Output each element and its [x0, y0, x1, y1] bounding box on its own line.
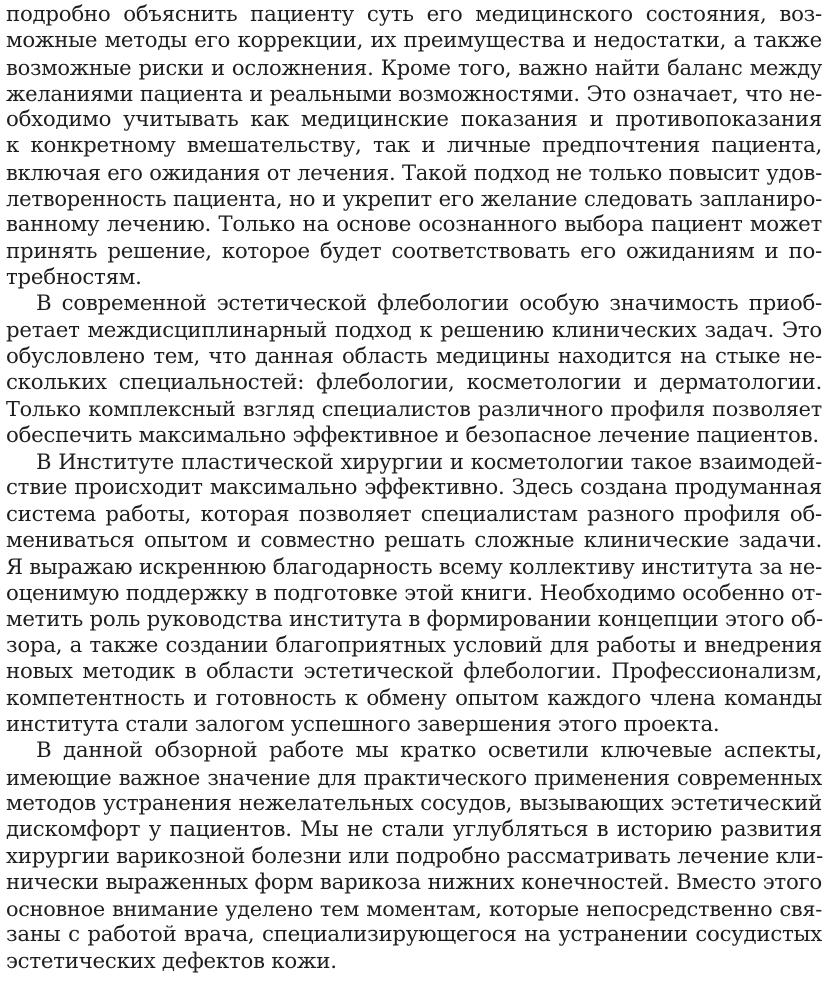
- text-line: желаниями пациента и реальными возможностями. Это означает, что не-: [6, 80, 822, 106]
- text-line: принять решение, которое будет соответствовать его ожиданиям и по-: [6, 238, 822, 264]
- text-line: дискомфорт у пациентов. Мы не стали углубляться в историю развития: [6, 817, 822, 843]
- text-line: В данной обзорной работе мы кратко осветили ключевые аспекты,: [36, 738, 822, 764]
- text-line: включая его ожидания от лечения. Такой подход не только повысит удов-: [6, 159, 822, 185]
- text-line: ретает междисциплинарный подход к решению клинических задач. Это: [6, 317, 822, 343]
- text-line: метить роль руководства института в формировании концепции этого об-: [6, 606, 823, 632]
- text-line: В современной эстетической флебологии особую значимость приоб-: [36, 291, 822, 317]
- text-line: подробно объяснить пациенту суть его медицинского состояния, воз-: [6, 2, 822, 27]
- text-line: скольких специальностей: флебологии, косметологии и дерматологии.: [6, 370, 822, 396]
- text-line: В Институте пластической хирургии и косметологии такое взаимодей-: [36, 449, 822, 475]
- text-line: можные методы его коррекции, их преимущества и недостатки, а также: [6, 28, 822, 54]
- text-line: возможные риски и осложнения. Кроме того, важно найти баланс между: [6, 54, 822, 80]
- text-line: ванному лечению. Только на основе осознанного выбора пациент может: [6, 212, 822, 238]
- body-text: [6, 2, 822, 975]
- text-line: летворенность пациента, но и укрепит его желание следовать запланиро-: [6, 186, 822, 212]
- text-line: основное внимание уделено тем моментам, которые непосредственно свя-: [6, 897, 822, 922]
- text-line: система работы, которая позволяет специалистам разного профиля об-: [6, 501, 822, 527]
- text-line: Я выражаю искреннюю благодарность всему коллективу института за не-: [6, 554, 822, 580]
- text-line: обходимо учитывать как медицинские показания и противопоказания: [6, 107, 822, 133]
- text-line: компетентность и готовность к обмену опытом каждого члена команды: [6, 685, 822, 711]
- text-line: нически выраженных форм варикоза нижних конечностей. Вместо этого: [6, 869, 822, 895]
- text-line: требностям.: [6, 264, 142, 290]
- text-line: обеспечить максимально эффективное и безопасное лечение пациентов.: [6, 422, 819, 448]
- text-line: заны с работой врача, специализирующегося на устранении сосудистых: [6, 922, 822, 948]
- text-line: зора, а также создании благоприятных условий для работы и внедрения: [6, 633, 822, 659]
- text-line: Только комплексный взгляд специалистов различного профиля позволяет: [6, 397, 822, 422]
- text-line: ствие происходит максимально эффективно. Здесь создана продуманная: [6, 475, 822, 501]
- text-line: мениваться опытом и совместно решать сложные клинические задачи.: [6, 527, 822, 553]
- text-line: эстетических дефектов кожи.: [6, 948, 337, 974]
- text-line: имеющие важное значение для практического применения современных: [6, 764, 822, 790]
- text-line: оценимую поддержку в подготовке этой книги. Необходимо особенно от-: [6, 580, 822, 606]
- text-line: института стали залогом успешного завершения этого проекта.: [6, 712, 720, 738]
- text-line: к конкретному вмешательству, так и личные предпочтения пациента,: [6, 133, 822, 159]
- text-line: методов устранения нежелательных сосудов, вызывающих эстетический: [6, 790, 822, 816]
- text-line: обусловлено тем, что данная область медицины находится на стыке не-: [6, 343, 822, 369]
- text-line: хирургии варикозной болезни или подробно рассматривать лечение кли-: [6, 843, 823, 869]
- text-line: новых методик в области эстетической флебологии. Профессионализм,: [6, 659, 822, 685]
